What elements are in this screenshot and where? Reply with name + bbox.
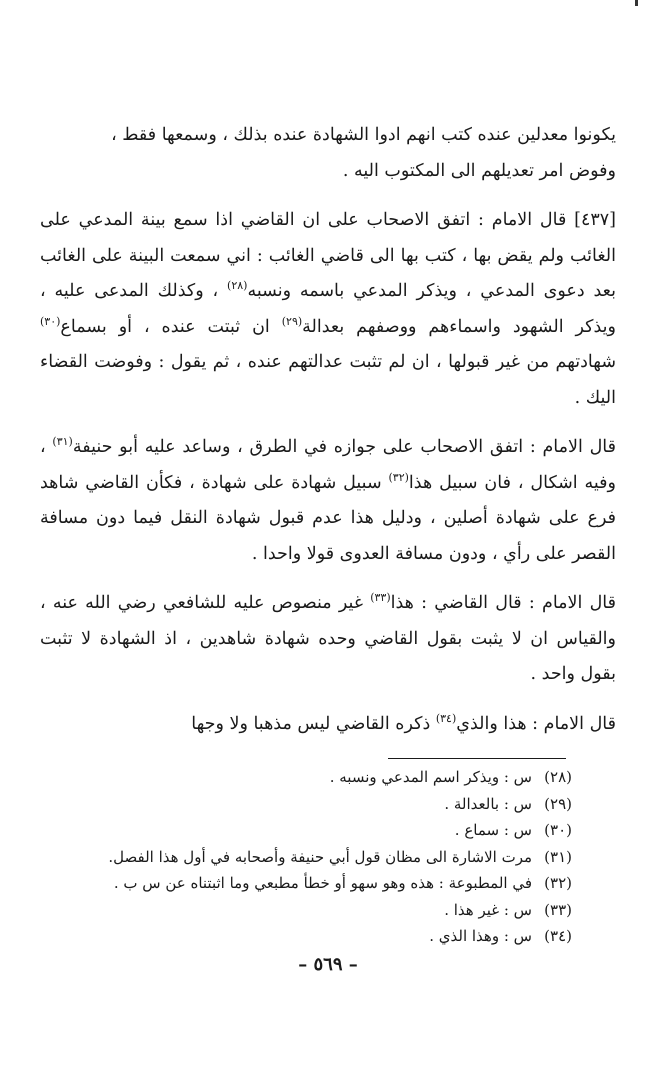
- footnote-ref: (٣٣): [370, 591, 391, 605]
- paragraph-text: شهادتهم من غير قبولها ، ان لم تثبت عدالتهم عنده ، ثم يقول : وفوضت القضاء اليك .: [40, 352, 616, 408]
- paragraph-line: يكونوا معدلين عنده كتب انهم ادوا الشهادة عنده بذلك ، وسمعها فقط ،: [111, 125, 616, 145]
- paragraph-437: [40, 203, 616, 416]
- paragraph-text: ذكره القاضي ليس مذهبا ولا وجها: [191, 713, 431, 734]
- paragraph-1: [40, 118, 616, 189]
- footnote-number: (٣١): [544, 847, 572, 866]
- paragraph-text: قال الامام : اتفق الاصحاب على ان القاضي اذا سمع بينة المدعي على الغائب ولم يقض بها ، كتب بها الى قاضي الغائب : اني سمعت البينة على الغائب بعد دعوى المدعي ، ويذكر المدعي باسمه ونسبه: [40, 210, 616, 301]
- paragraph-text: قال الامام : قال القاضي : هذا: [390, 593, 616, 613]
- section-number: [٤٣٧]: [574, 210, 616, 230]
- footnote-number: (٢٩): [544, 794, 572, 813]
- footnote-number: (٣٤): [544, 927, 572, 945]
- footnote-text: س : بالعدالة .: [444, 794, 532, 813]
- footnote-text: مرت الاشارة الى مظان قول أبي حنيفة وأصحابه في أول هذا الفصل.: [108, 847, 532, 866]
- paragraph-text: غير منصوص عليه للشافعي رضي الله عنه ، والقياس ان لا يثبت بقول القاضي وحده شهادة شاهدين ، اذ الشهادة لا تثبت بقول واحد .: [40, 593, 616, 684]
- paragraph-text: ، وفيه اشكال ، فان سبيل هذا: [40, 437, 616, 493]
- footnotes: [60, 764, 572, 950]
- paragraph-text: قال الامام : هذا والذي: [456, 713, 616, 734]
- footnote-number: (٢٨): [544, 768, 572, 786]
- footnote-item: [60, 844, 572, 871]
- paragraph-text: ، وكذلك المدعى عليه ، ويذكر الشهود واسماءهم ووصفهم بعدالة: [40, 281, 616, 337]
- footnote-ref: (٣٢): [388, 470, 409, 484]
- footnote-number: (٣٣): [544, 900, 572, 919]
- footnote-ref: (٢٩): [281, 314, 303, 328]
- page-number: – ٥٦٩ –: [298, 954, 358, 975]
- footnote-item: [60, 764, 572, 791]
- paragraph-text: سبيل شهادة على شهادة ، فكأن القاضي شاهد فرع على شهادة أصلين ، ودليل هذا عدم قبول شهادة النقل فيما دون مسافة القصر على رأي ، ودون مسافة العدوى قولا واحدا .: [40, 472, 616, 564]
- paragraph-3: [40, 430, 616, 572]
- paragraph-5: [40, 707, 616, 743]
- paragraph-text: قال الامام : اتفق الاصحاب على جوازه في الطرق ، وساعد عليه أبو حنيفة: [72, 437, 616, 457]
- footnote-text: س : سماع .: [454, 821, 532, 839]
- footnote-item: [60, 870, 572, 897]
- scan-mark: [635, 0, 638, 6]
- footnote-text: في المطبوعة : هذه وهو سهو أو خطأ مطبعي وما اثبتناه عن س ب .: [113, 874, 532, 892]
- footnote-number: (٣٢): [544, 874, 572, 892]
- footnote-text: س : وهذا الذي .: [429, 927, 532, 945]
- footnote-ref: (٣٠): [40, 314, 61, 328]
- main-text: [40, 118, 616, 756]
- paragraph-4: [40, 586, 616, 693]
- footnote-ref: (٣١): [52, 435, 73, 449]
- footnote-item: [60, 923, 572, 950]
- paragraph-line: وفوض امر تعديلهم الى المكتوب اليه .: [342, 160, 616, 181]
- footnote-item: [60, 791, 572, 818]
- footnote-text: س : ويذكر اسم المدعي ونسبه .: [329, 768, 532, 786]
- footnote-item: [60, 897, 572, 924]
- footnote-text: س : غير هذا .: [444, 900, 532, 919]
- paragraph-text: ان ثبتت عنده ، أو بسماع: [60, 316, 270, 337]
- footnote-ref: (٢٨): [227, 279, 248, 293]
- footnote-item: [60, 817, 572, 844]
- footnote-number: (٣٠): [544, 821, 572, 839]
- footnote-divider: [388, 758, 566, 759]
- footnote-ref: (٣٤): [435, 711, 457, 725]
